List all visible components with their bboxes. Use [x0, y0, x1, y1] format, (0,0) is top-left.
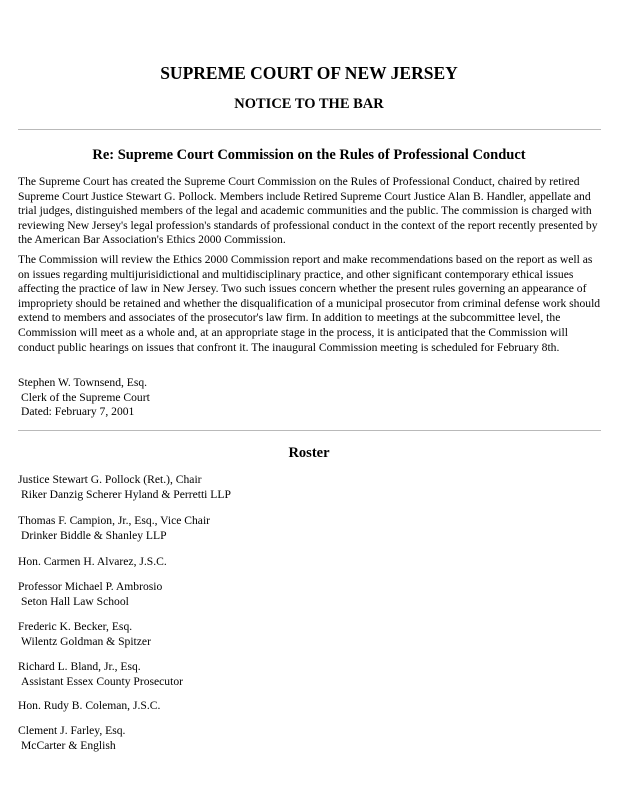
- member-affiliation: Wilentz Goldman & Spitzer: [21, 634, 151, 648]
- member-name: Hon. Rudy B. Coleman, J.S.C.: [18, 699, 161, 712]
- divider: [18, 430, 601, 431]
- signatory-title: Clerk of the Supreme Court: [21, 390, 150, 404]
- member-name: Professor Michael P. Ambrosio: [18, 580, 163, 593]
- court-title: SUPREME COURT OF NEW JERSEY: [160, 63, 458, 83]
- member-affiliation: McCarter & English: [21, 738, 116, 752]
- signature-date: Dated: February 7, 2001: [21, 405, 135, 419]
- member-name: Clement J. Farley, Esq.: [18, 724, 126, 737]
- notice-title: NOTICE TO THE BAR: [234, 96, 384, 112]
- member-affiliation: Assistant Essex County Prosecutor: [21, 674, 183, 688]
- roster-member: [18, 724, 125, 753]
- roster-heading: Roster: [288, 445, 330, 461]
- roster-member: [18, 660, 183, 689]
- signature-block: [18, 376, 150, 420]
- subject-heading: Re: Supreme Court Commission on the Rules of Professional Conduct: [92, 147, 526, 163]
- member-affiliation: Seton Hall Law School: [21, 594, 129, 608]
- member-name: Richard L. Bland, Jr., Esq.: [18, 660, 141, 673]
- roster-member: [18, 555, 167, 570]
- roster-member: [18, 620, 151, 649]
- signatory-name: Stephen W. Townsend, Esq.: [18, 376, 148, 389]
- member-affiliation: Drinker Biddle & Shanley LLP: [21, 528, 167, 542]
- member-affiliation: Riker Danzig Scherer Hyland & Perretti LLP: [21, 487, 231, 501]
- member-name: Hon. Carmen H. Alvarez, J.S.C.: [18, 555, 167, 568]
- body-paragraph: The Supreme Court has created the Supreme Court Commission on the Rules of Professional Conduct, chaired by retired Supreme Court Justice Stewart G. Pollock. Members include Retired Supreme Court Justice Alan B. Handler, appellate and trial judges, distinguished members of the legal and academic communities and the public. The commission is charged with reviewing New Jersey's legal profession's standards of professional conduct in the context of the report recently presented by the American Bar Association's Ethics 2000 Commission.: [18, 175, 598, 247]
- roster-member: [18, 699, 160, 714]
- divider: [18, 129, 601, 130]
- member-name: Thomas F. Campion, Jr., Esq., Vice Chair: [18, 514, 211, 527]
- roster-member: [18, 580, 162, 609]
- roster-member: [18, 473, 231, 502]
- member-name: Frederic K. Becker, Esq.: [18, 620, 133, 633]
- body-paragraph: The Commission will review the Ethics 2000 Commission report and make recommendations based on the report as well as on issues regarding multijurisidictional and multidisciplinary practice, and other significant contemporary ethical issues affecting the practice of law in New Jersey. Two such issues concern whether the present rules governing an appearance of impropriety should be retained and whether the disqualification of a municipal prosecutor from criminal defense work should extend to members and associates of the prosecutor's law firm. In addition to meetings at the subcommittee level, the Commission will meet as a whole and, at an appropriate stage in the process, it is anticipated that the Commission will conduct public hearings on issues that confront it. The inaugural Commission meeting is scheduled for February 8th.: [18, 253, 601, 354]
- member-name: Justice Stewart G. Pollock (Ret.), Chair: [18, 473, 202, 486]
- roster-member: [18, 514, 210, 543]
